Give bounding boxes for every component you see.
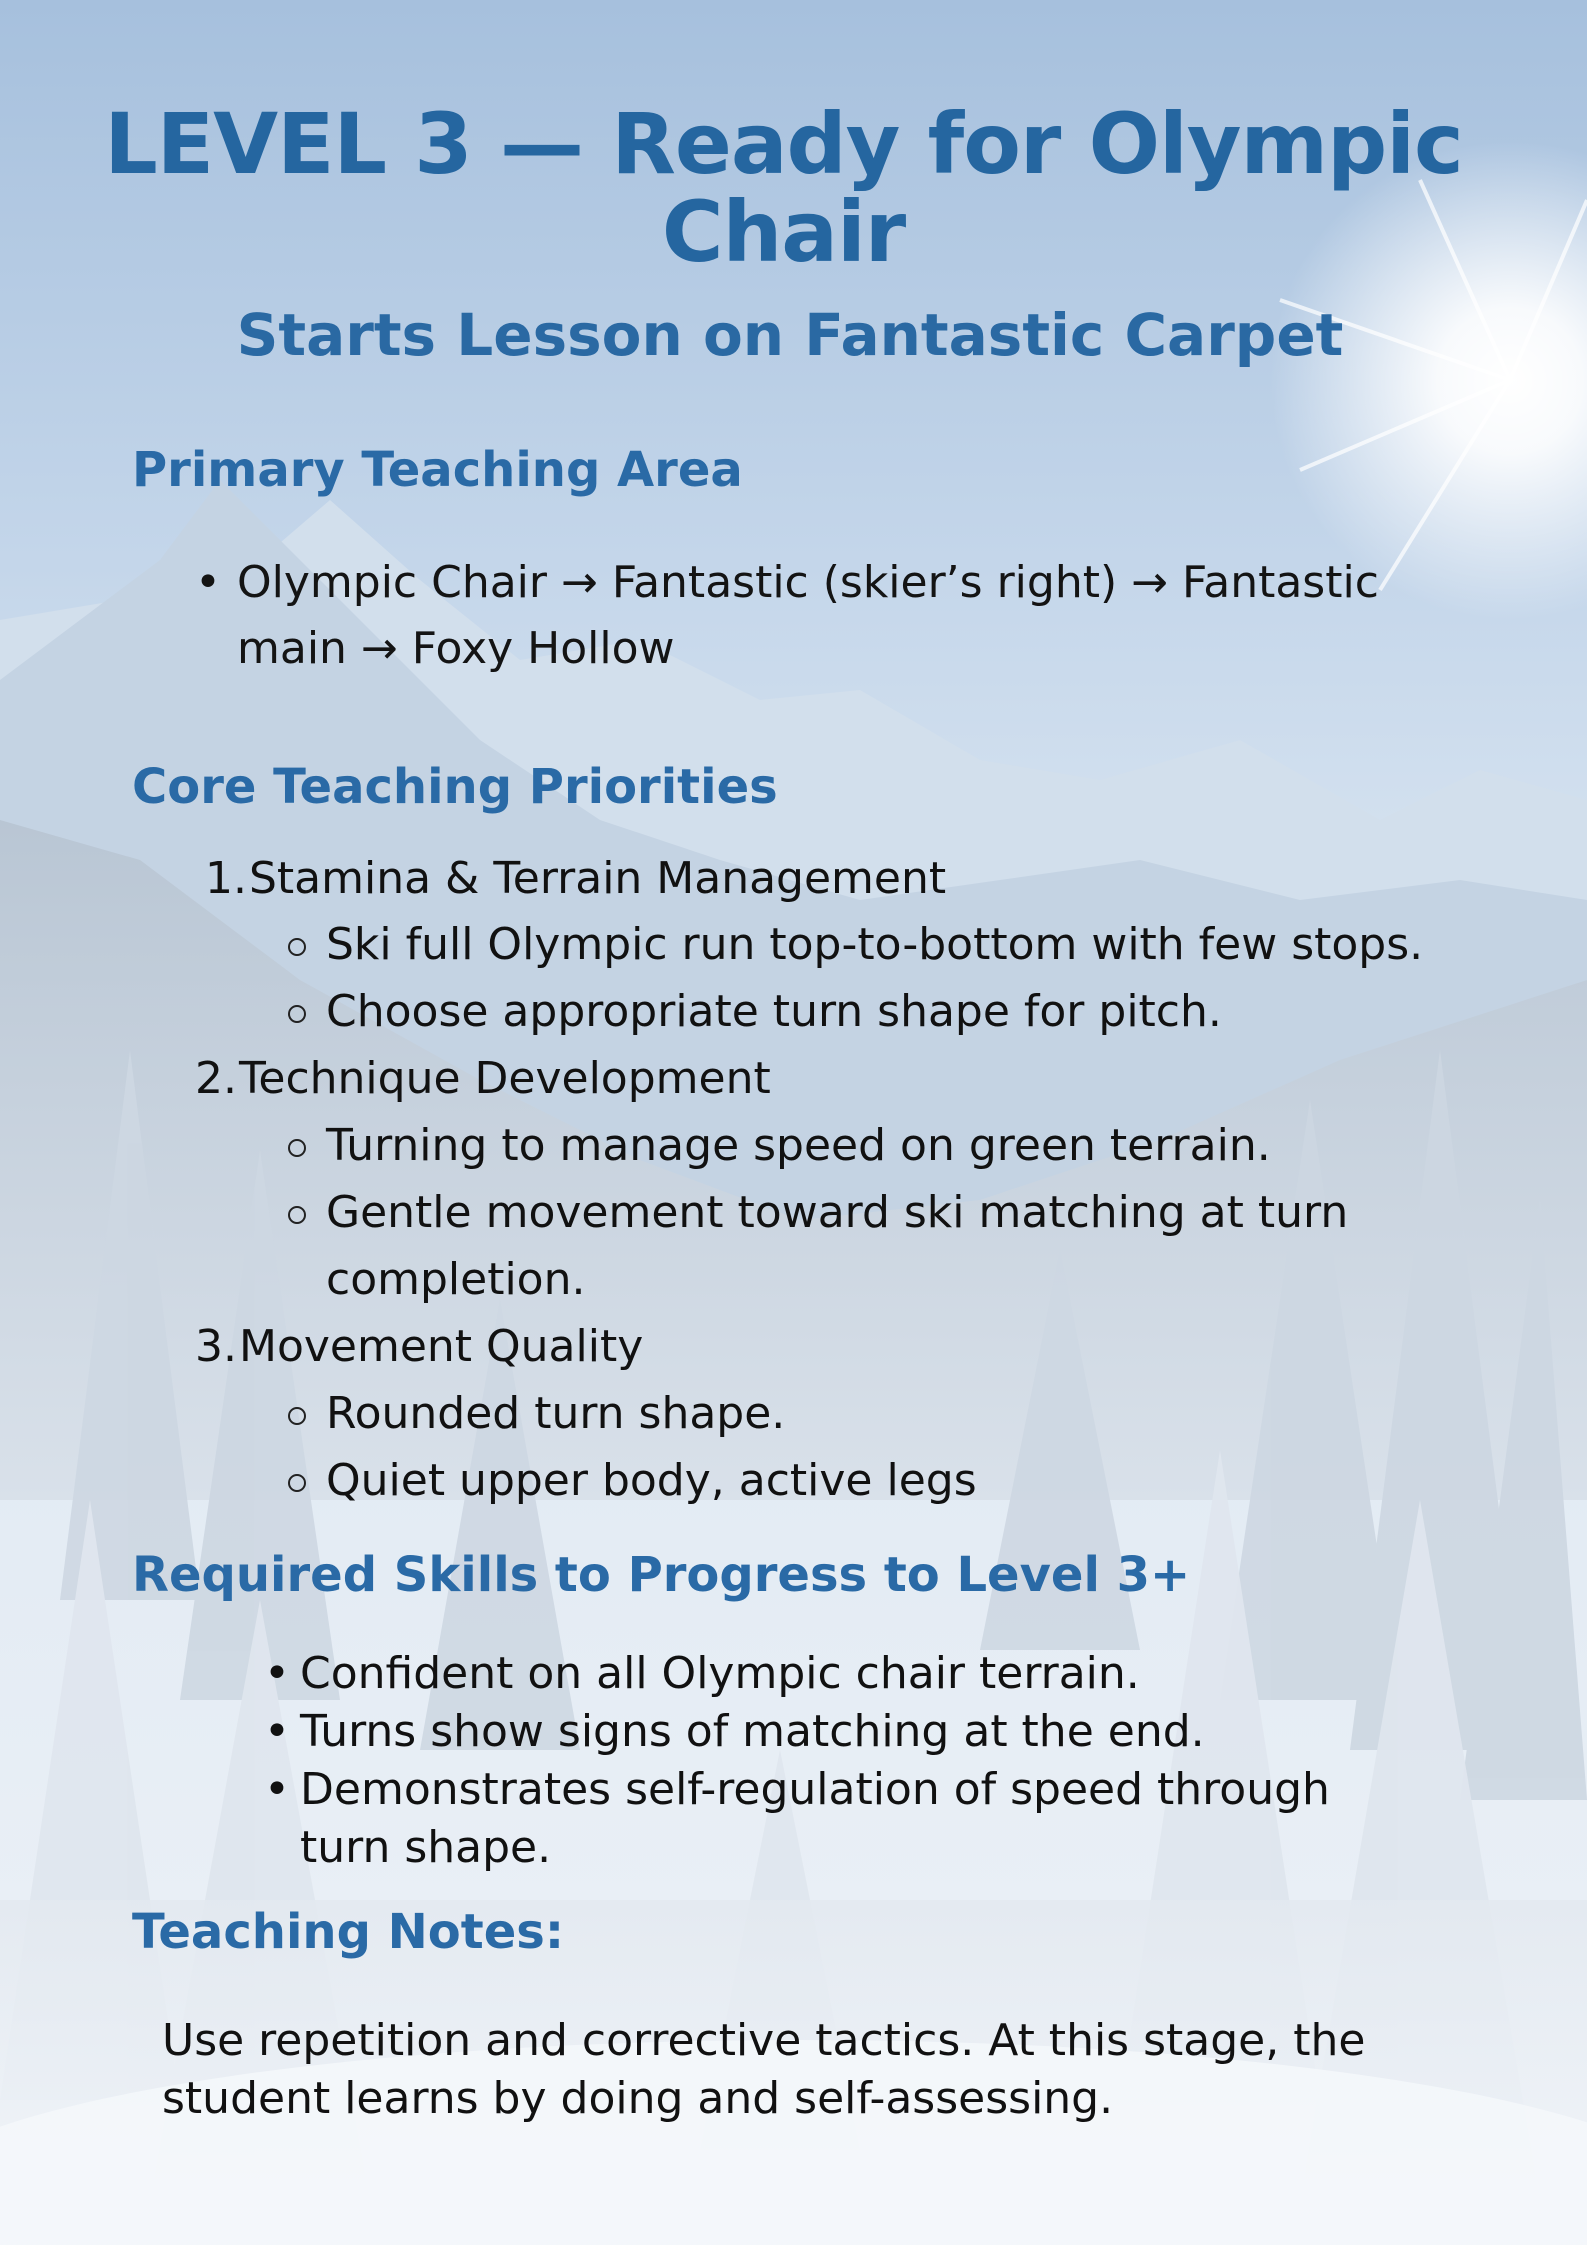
page-subtitle: Starts Lesson on Fantastic Carpet <box>236 301 1344 369</box>
heading-teaching-notes: Teaching Notes: <box>132 1904 565 1960</box>
bullet-dot: • <box>264 1648 290 1699</box>
list-item-label: Stamina & Terrain Management <box>248 853 947 904</box>
primary-area-line1: Olympic Chair → Fantastic (skier’s right) → Fantastic <box>237 557 1379 608</box>
list-item <box>195 1046 771 1112</box>
notes-line2: student learns by doing and self-assessing. <box>162 2073 1114 2124</box>
sub-list-item: Gentle movement toward ski matching at turn <box>326 1187 1349 1238</box>
list-item: Confident on all Olympic chair terrain. <box>300 1648 1140 1699</box>
heading-core-teaching-priorities: Core Teaching Priorities <box>132 759 778 815</box>
sub-list-item-continuation: completion. <box>326 1254 586 1305</box>
sub-list-item: Turning to manage speed on green terrain. <box>326 1120 1271 1171</box>
notes-line1: Use repetition and corrective tactics. At this stage, the <box>162 2015 1366 2066</box>
bullet-dot: • <box>264 1706 290 1757</box>
list-number: 3. <box>195 1321 237 1372</box>
list-item <box>195 1314 643 1380</box>
heading-primary-teaching-area: Primary Teaching Area <box>132 442 743 498</box>
list-item: Turns show signs of matching at the end. <box>300 1706 1205 1757</box>
list-item-label: Technique Development <box>238 1053 771 1104</box>
sub-list-item: Quiet upper body, active legs <box>326 1455 977 1506</box>
list-item: Demonstrates self-regulation of speed through <box>300 1764 1330 1815</box>
hollow-bullet <box>288 1407 306 1425</box>
hollow-bullet <box>288 938 306 956</box>
list-item-continuation: turn shape. <box>300 1822 552 1873</box>
list-number: 2. <box>195 1053 237 1104</box>
sub-list-item: Rounded turn shape. <box>326 1388 786 1439</box>
bullet-dot: • <box>264 1764 290 1815</box>
heading-required-skills: Required Skills to Progress to Level 3+ <box>132 1547 1191 1603</box>
hollow-bullet <box>288 1139 306 1157</box>
page-title-line2: Chair <box>661 183 906 281</box>
sub-list-item: Choose appropriate turn shape for pitch. <box>326 986 1222 1037</box>
page-title <box>60 95 1507 281</box>
hollow-bullet <box>288 1474 306 1492</box>
hollow-bullet <box>288 1206 306 1224</box>
sub-list-item: Ski full Olympic run top-to-bottom with few stops. <box>326 919 1424 970</box>
hollow-bullet <box>288 1005 306 1023</box>
primary-area-line2: main → Foxy Hollow <box>237 623 675 674</box>
page-title-line1: LEVEL 3 — Ready for Olympic <box>104 95 1463 193</box>
list-number: 1. <box>205 853 247 904</box>
list-item-label: Movement Quality <box>238 1321 644 1372</box>
bullet-dot: • <box>195 557 221 608</box>
list-item <box>205 846 946 912</box>
